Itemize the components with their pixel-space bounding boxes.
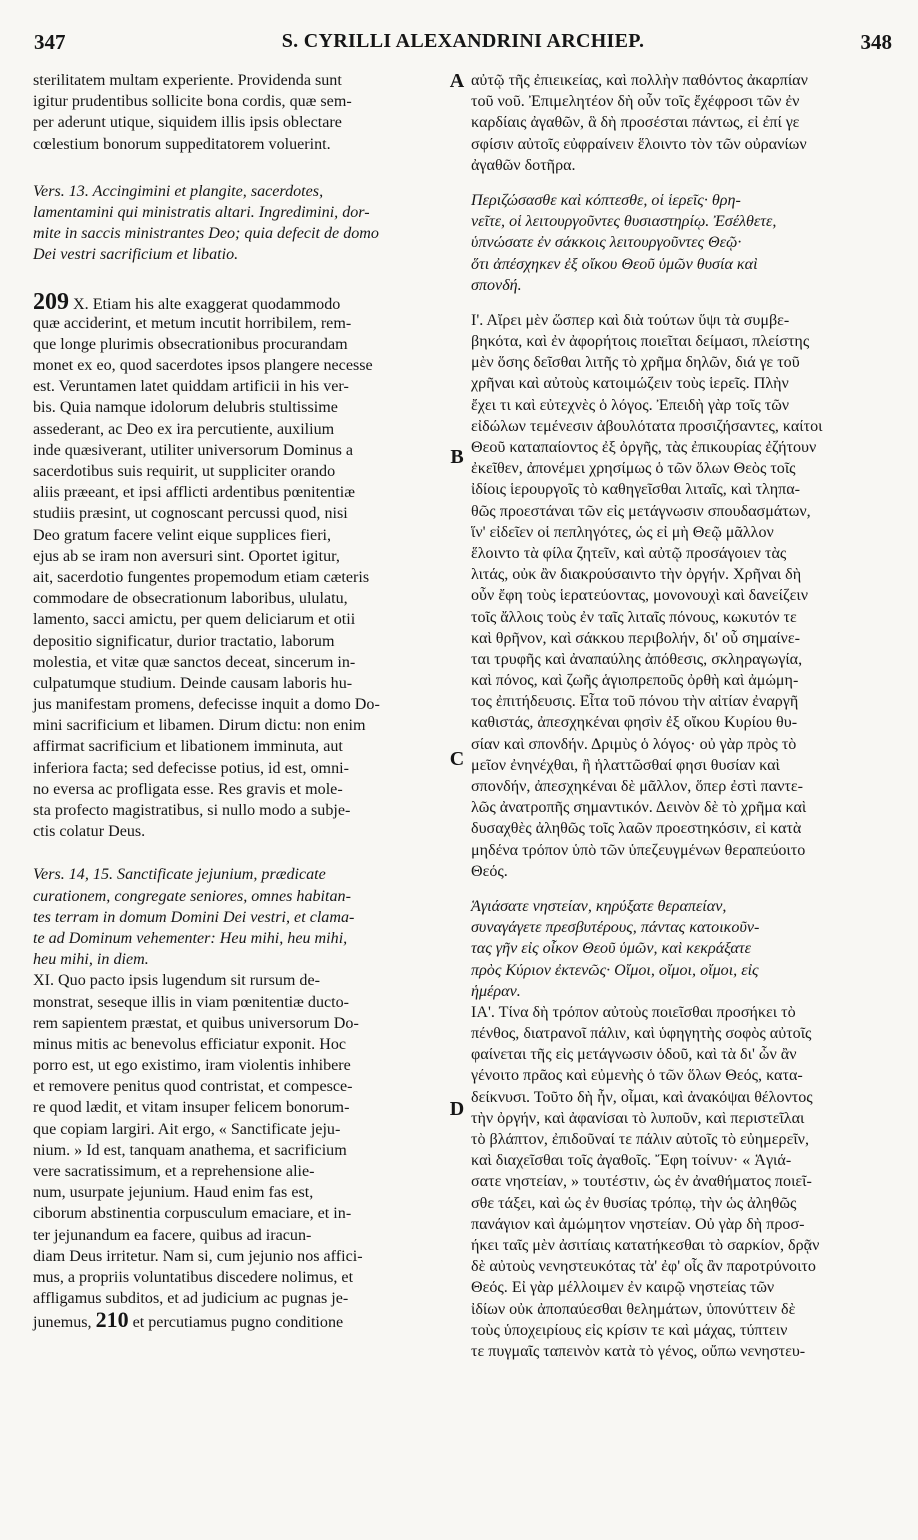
text-line: re quod lædit, et vitam insuper felicem bonorum- — [33, 1099, 350, 1117]
text-line: no eversa ac profligata esse. Res gravis et mole- — [33, 780, 343, 798]
text-line: ἰδίων οὐκ ἀποπαύεσθαι θελημάτων, ὑπονύττειν δὲ — [471, 1300, 796, 1318]
text-line: est. Veruntamen latet quiddam artificii in his ver- — [33, 378, 349, 396]
latin-verse-14-15 — [33, 864, 443, 970]
text-line: te ad Dominum vehementer: Heu mihi, heu mihi, — [33, 929, 348, 947]
text-line: ΙΑ'. Τίνα δὴ τρόπον αὐτοὺς ποιεῖσθαι προσήκει τὸ — [471, 1003, 796, 1021]
text-line: σπονδή. — [471, 276, 522, 294]
text-line: minus mitis ac benevolus efficiatur exponit. Hoc — [33, 1035, 347, 1053]
text-line: τας γῆν εἰς οἶκον Θεοῦ ὑμῶν, καὶ κεκράξατε — [471, 940, 751, 958]
text-line: καθιστάς, ἀπεσχηκέναι φησὶν ἐξ οἴκου Κυρίου θυ- — [471, 714, 798, 732]
text-line: ctis colatur Deus. — [33, 823, 146, 841]
text-line: εἰδώλων τεμένεσιν ἀβουλότατα προσιζήσαντες, καίτοι — [471, 417, 823, 435]
text-line: lamento, sacci amictu, per quem deliciarum et otii — [33, 611, 356, 629]
text-line: ται τρυφῆς καὶ ἀναπαύλης ἀπόθεσις, σκληραγωγία, — [471, 650, 803, 668]
text-line: curationem, congregate seniores, omnes habitan- — [33, 887, 351, 905]
page-header — [34, 30, 892, 60]
text-line: vere sacratissimum, et a reprehensione alie- — [33, 1163, 315, 1180]
text-line: ter jejunandum ea facere, quibus ad iracun- — [33, 1226, 312, 1244]
text-line: ἡμέραν. — [471, 982, 521, 1000]
text-line: lamentamini qui ministratis altari. Ingredimini, dor- — [33, 203, 370, 221]
text-line: ὑπνώσατε ἐν σάκκοις λειτουργοῦντες Θεῷ· — [471, 234, 742, 252]
text-line: rem sapientem præstat, et quibus universorum Do- — [33, 1014, 359, 1032]
text-line: affligamus subditos, et ad judicium ac pugnas je- — [33, 1290, 349, 1308]
text-line: cœlestium bonorum suppeditatorem voluerint. — [33, 135, 331, 153]
text-line: ejus ab se iram non aversuri sint. Oportet igitur, — [33, 547, 340, 565]
text-line: depositio significatur, durior tractatio, laborum — [33, 632, 335, 650]
text-line: ἕλοιντο τὰ φίλα ζητεῖν, καὶ αὐτῷ προσάγοιεν τὰς — [471, 544, 787, 562]
text-line: quæ acciderint, et metum incutit horribilem, rem- — [33, 314, 352, 332]
latin-last-line: junemus, 210 et percutiamus pugno conditione — [33, 1307, 344, 1333]
text-line: Dei vestri sacrificium et libatio. — [33, 246, 239, 264]
greek-paragraph-x — [471, 310, 883, 882]
text-line: mite in saccis ministrantes Deo; quia defecit de domo — [33, 225, 379, 243]
text-line: monet ex eo, quod sacerdotes ipsos plangere necesse — [33, 357, 373, 375]
text-line: porro est, ut ego existimo, iram violentis inhibere — [33, 1057, 351, 1075]
text-line: βηκότα, καὶ ἐν ἀφορήτοις ποιεῖται δείμασι, πλείστης — [471, 333, 810, 351]
text-line: τὸ βλάπτον, ἐπιδοῦναί τε πάλιν αὐτοῖς τὸ εὐημερεῖν, — [471, 1131, 809, 1148]
margin-letter-c: C — [449, 748, 465, 770]
latin-column — [33, 70, 443, 1331]
text-line: θῶς προεστάναι τῶν εἰς μετάγνωσιν σπουδασμάτων, — [471, 502, 811, 520]
greek-paragraph-intro — [471, 70, 883, 176]
text-line: ἀγαθῶν δοτῆρα. — [471, 156, 576, 174]
running-title: S. CYRILLI ALEXANDRINI ARCHIEP. — [281, 30, 645, 52]
text-line: συναγάγετε πρεσβυτέρους, πάντας κατοικοῦν- — [471, 919, 760, 937]
text-line: πρὸς Κύριον ἐκτενῶς· Οἴμοι, οἴμοι, οἴμοι, εἰς — [471, 961, 759, 979]
text-line: inde quæsiverant, utiliter universorum Dominus a — [33, 441, 354, 459]
text-line: sacerdotibus suis requirit, ut suppliciter orando — [33, 463, 336, 480]
text-line: et removere penitus quod contristat, et compesce- — [33, 1078, 353, 1096]
text-line: ὅτι ἀπέσχηκεν ἐξ οἴκου Θεοῦ ὑμῶν θυσία καὶ — [471, 255, 758, 273]
text-line: μεῖον ἐνηνέχθαι, ἢ ἡλαττῶσθαί φησι θυσίαν καὶ — [471, 756, 780, 774]
latin-paragraph-intro — [33, 70, 443, 155]
text-line: sta profecto magistratibus, si nullo modo a subje- — [33, 802, 351, 819]
text-line: καὶ πόνος, καὶ ζωῆς ἁγιοπρεποῦς ὀρθὴ καὶ ἀμώμη- — [471, 672, 799, 690]
text-line: molestia, et vitæ quæ sanctos deceat, sincerum in- — [33, 653, 356, 671]
text-line: τος ἐπιτήδευσις. Εἶτα τοῦ πόνου τὴν αἰτίαν ἐναργῆ — [471, 693, 799, 711]
text-line: τὴν ὀργήν, καὶ ἀφανίσαι τὸ λυποῦν, καὶ περιστεῖλαι — [471, 1109, 805, 1127]
text-line: τοὺς ὑποχειρίους εἰς κρίσιν τε καὶ μάχας, τύπτειν — [471, 1321, 788, 1339]
text-line: culpatumque studium. Deinde causam laboris hu- — [33, 674, 353, 692]
text-line: Θεός. — [471, 862, 508, 880]
page-number-left: 347 — [34, 30, 66, 54]
text-line: nium. » Id est, tanquam anathema, et sacrificium — [33, 1141, 347, 1159]
text-line: τοῦ νοῦ. Ἐπιμελητέον δὴ οὖν τοῖς ἔχέφροσι τῶν ἐν — [471, 93, 800, 111]
text-line: que longe plurimis obsecrationibus procurandam — [33, 335, 348, 353]
text-line: studiis præsint, ut cognoscant percussi quod, nisi — [33, 505, 348, 523]
text-line: φαίνεται τῆς εἰς μετάγνωσιν ὁδοῦ, καὶ τὰ δι' ὧν ἂν — [471, 1046, 797, 1064]
page-number-right: 348 — [860, 30, 892, 54]
text-line: monstrat, seseque illis in viam pœnitentiæ ducto- — [33, 993, 350, 1011]
text-line: Περιζώσασθε καὶ κόπτεσθε, οἱ ἱερεῖς· θρη- — [471, 191, 741, 209]
text-line: diam Deus irritetur. Nam si, cum jejunio nos affici- — [33, 1247, 363, 1265]
column-number-210: 210 — [95, 1307, 129, 1333]
latin-paragraph-x — [33, 313, 443, 843]
text-line: mini sacrificium et libamen. Dirum dictu: non enim — [33, 717, 366, 735]
text-line: Θεός. Εἰ γὰρ μέλλοιμεν ἐν καιρῷ νηστείας τῶν — [471, 1279, 775, 1297]
text-line: οὖν ἔφη τοὺς ἱερατεύοντας, μονονουχὶ καὶ δανείζειν — [471, 587, 809, 605]
text-line: bis. Quia namque idolorum delubris stultissime — [33, 399, 338, 417]
text-line: πανάγιον καὶ ἀμώμητον νηστείαν. Οὐ γὰρ δὴ προσ- — [471, 1215, 805, 1233]
text-line: τε πυγμαῖς ταπεινὸν κατὰ τὸ γένος, οὔπω νενηστευ- — [471, 1342, 806, 1360]
text-line: καὶ διαχεῖσθαι τοῖς ἀγαθοῖς. Ἔφη τοίνυν· « Ἁγιά- — [471, 1152, 792, 1170]
text-line: heu mihi, in diem. — [33, 951, 149, 969]
text-line: λῶς ἀνατροπῆς σημαντικόν. Δεινὸν δὲ τὸ χρῆμα καὶ — [471, 799, 807, 817]
text-line: σίαν καὶ σπονδήν. Δριμὺς ὁ λόγος· οὐ γὰρ πρὸς τὸ — [471, 735, 797, 753]
latin-paragraph-xi — [33, 970, 443, 1309]
text-line: Ι'. Αἴρει μὲν ὥσπερ καὶ διὰ τούτων ὕψι τὰ συμβε- — [471, 311, 790, 329]
text-line: igitur prudentibus sollicite bona cordis, quæ sem- — [33, 93, 352, 111]
text-line: νεῖτε, οἱ λειτουργοῦντες θυσιαστηρίῳ. Ἐσέλθετε, — [471, 213, 777, 231]
text-line: XI. Quo pacto ipsis lugendum sit rursum de- — [33, 972, 320, 990]
text-line: inferiora facta; sed defecisse potius, id est, omni- — [33, 759, 349, 777]
text-line: assederant, ac Deo ex ira percutiente, auxilium — [33, 420, 335, 438]
text-line: aliis præeant, et ipsi afflicti ardentibus pœnitentiæ — [33, 484, 355, 502]
text-line: num, usurpate jejunium. Haud enim fas est, — [33, 1184, 314, 1202]
text-line: ciborum abstinentia corpusculum emaciare, et in- — [33, 1205, 352, 1223]
text-line: Vers. 13. Accingimini et plangite, sacerdotes, — [33, 182, 324, 200]
text-line: σατε νηστείαν, » τουτέστιν, ὡς ἐν ἀναθήματος ποιεῖ- — [471, 1173, 812, 1191]
text-line: αὐτῷ τῆς ἐπιεικείας, καὶ πολλὴν παθόντος ἀκαρπίαν — [471, 72, 808, 89]
text-line: σθε τάξει, καὶ ὡς ἐν θυσίας τρόπῳ, τὴν ὡς ἀληθῶς — [471, 1194, 797, 1212]
greek-verse-14-15 — [471, 896, 883, 1002]
text-line: affirmat sacrificium et libationem imminuta, aut — [33, 738, 343, 756]
text-line: que copiam largiri. Ait ergo, « Sanctificate jeju- — [33, 1120, 341, 1138]
margin-letter-b: B — [450, 446, 464, 468]
text-line: commodare de obsecrationum laboribus, ululatu, — [33, 590, 348, 608]
text-line: sterilitatem multam experiente. Providenda sunt — [33, 72, 342, 89]
latin-verse-13 — [33, 181, 443, 266]
text-line: δυσαχθὲς ἀληθῶς τοῖς λαῶν προεστηκόσιν, εἰ κατὰ — [471, 820, 802, 838]
margin-letter-a: A — [449, 70, 465, 92]
text-line: ἔχει τι καὶ εὐτεχνὲς ὁ λόγος. Ἐπειδὴ γὰρ τοῖς τῶν — [471, 396, 790, 414]
text-line: Θεοῦ καταπαίοντος ἐξ ὀργῆς, τὰς ἐπικουρίας ἐζήτουν — [471, 439, 817, 456]
text-line: δείκνυσι. Τοῦτο δὴ ἦν, οἶμαι, καὶ ἀνακόψαι θέλοντος — [471, 1088, 813, 1106]
text-line: σπονδήν, ἀπεσχηκέναι δὲ μᾶλλον, ὅπερ ἐστὶ παντε- — [471, 778, 803, 795]
text-line: τοῖς ἄλλοις τοὺς ἐν ταῖς λιταῖς πόνους, κωκυτόν τε — [471, 608, 797, 626]
margin-letter-d: D — [449, 1098, 465, 1120]
text-line: per aderunt utique, siquidem illis ipsis oblectare — [33, 114, 342, 132]
text-line: ἰδίοις ἱερουργοῖς τὸ καθηγεῖσθαι λιταῖς, καὶ τληπα- — [471, 481, 801, 499]
text-line: Deo gratum facere velint eique supplices fieri, — [33, 526, 332, 544]
text-line: ήκει ταῖς μὲν ἀσιτίαις κατατήκεσθαι τὸ σαρκίον, δρᾷν — [471, 1236, 820, 1254]
greek-paragraph-xi — [471, 1002, 883, 1362]
greek-verse-13 — [471, 190, 883, 296]
greek-column — [471, 70, 883, 1362]
text-line: ἵν' εἰδεῖεν οἱ πεπληγότες, ὡς εἰ μὴ Θεῷ μᾶλλον — [471, 523, 774, 541]
text-line: μηδένα τρόπον ὑπὸ τῶν ὑπεζευγμένων θεραπεύοιτο — [471, 841, 806, 859]
text-line: δὲ αὐτοὺς νενηστευκότας τὰ' ἐφ' οἷς ἂν παροτρύνοιτο — [471, 1258, 816, 1276]
text-line: καὶ θρῆνον, καὶ σάκκου περιβολήν, δι' οὗ σημαίνε- — [471, 629, 800, 647]
text-line: χρῆναι καὶ αὐτοὺς κατοιμώζειν τοὺς ἱερεῖς. Πλὴν — [471, 375, 789, 393]
text-line: σφίσιν αὐτοῖς εὐφραίνειν ἕλοιντο τὸν τῶν οὐρανίων — [471, 135, 807, 153]
text-line: mus, a propriis voluntatibus discedere nolimus, et — [33, 1268, 354, 1286]
column-number-209: 209 — [33, 288, 69, 315]
text-line: tes terram in domum Domini Dei vestri, et clama- — [33, 908, 355, 926]
text-line: μὲν ὅσης δεῖσθαι λιτῆς τὸ χρῆμα δηλῶν, διά γε τοῦ — [471, 354, 800, 372]
text-line: jus manifestam promens, defecisse inquit a domo Do- — [33, 696, 380, 714]
latin-paragraph-x-first: 209 X. Etiam his alte exaggerat quodammodo — [33, 288, 341, 315]
text-line: ἐκεῖθεν, ἀπονέμει χρησίμως ὁ τῶν ὅλων Θεὸς τοῖς — [471, 460, 796, 478]
text-line: λιτάς, οὐκ ἂν διακρούσαιντο τὴν ὀργήν. Χρῆναι δὴ — [471, 566, 802, 584]
text-line: ait, sacerdotio fungentes propemodum etiam cæteris — [33, 568, 370, 586]
text-line: Ἁγιάσατε νηστείαν, κηρύξατε θεραπείαν, — [471, 897, 727, 915]
text-line: γένοιτο πρᾶος καὶ εὐμενὴς ὁ τῶν ὅλων Θεός, κατα- — [471, 1067, 803, 1085]
text-line: πένθος, διατρανοῖ πάλιν, καὶ ὑφηγητὴς σοφὸς αὐτοῖς — [471, 1025, 812, 1043]
text-line: Vers. 14, 15. Sanctificate jejunium, prædicate — [33, 866, 326, 884]
text-line: καρδίαις ἀγαθῶν, ἃ δὴ προσέσται πάντως, εἰ ἐπί γε — [471, 114, 800, 132]
